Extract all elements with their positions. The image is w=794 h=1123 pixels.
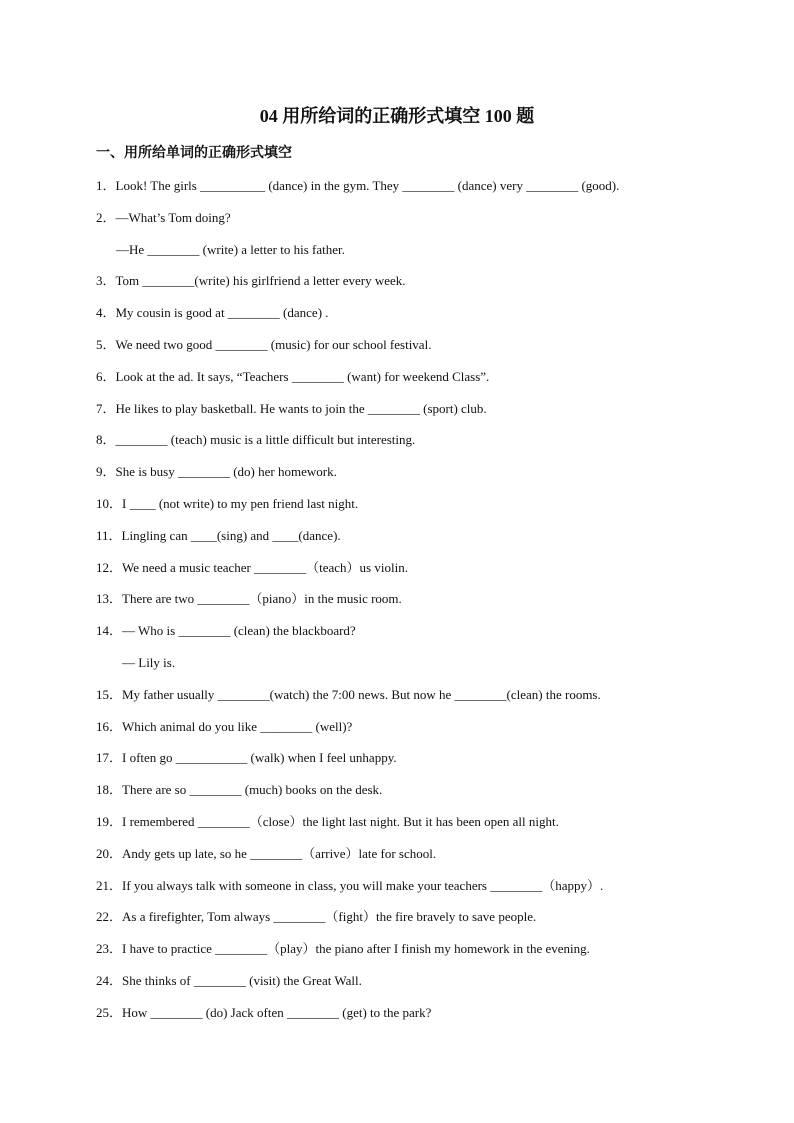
question-17: 17．I often go ___________ (walk) when I feel unhappy. [96, 750, 397, 766]
question-15: 15．My father usually ________(watch) the 7:00 news. But now he ________(clean) the rooms. [96, 686, 601, 702]
question-4: 4．My cousin is good at ________ (dance) . [96, 305, 329, 321]
question-1: 1．Look! The girls __________ (dance) in the gym. They ________ (dance) very ________ (good). [96, 178, 620, 193]
question-20: 20．Andy gets up late, so he ________（arrive）late for school. [96, 845, 437, 861]
question-14-response: — Lily is. [122, 654, 176, 670]
question-2: 2．—What’s Tom doing? [96, 209, 231, 225]
question-9: 9．She is busy ________ (do) her homework. [96, 464, 337, 480]
question-23: 23．I have to practice ________（play）the piano after I finish my homework in the evening. [96, 941, 590, 957]
question-7: 7．He likes to play basketball. He wants to join the ________ (sport) club. [96, 400, 487, 416]
question-19: 19．I remembered ________（close）the light last night. But it has been open all night. [96, 813, 559, 829]
question-2-response: —He ________ (write) a letter to his father. [116, 241, 345, 257]
document-title: 04 用所给词的正确形式填空 100 题 [259, 106, 535, 126]
question-25: 25．How ________ (do) Jack often ________ (get) to the park? [96, 1004, 432, 1020]
question-16: 16．Which animal do you like ________ (well)? [96, 718, 353, 734]
question-3: 3．Tom ________(write) his girlfriend a letter every week. [96, 273, 406, 289]
question-8: 8．________ (teach) music is a little difficult but interesting. [96, 432, 416, 448]
question-12: 12．We need a music teacher ________（teach）us violin. [96, 559, 408, 575]
section-heading: 一、用所给单词的正确形式填空 [96, 146, 292, 161]
question-24: 24．She thinks of ________ (visit) the Great Wall. [96, 972, 362, 988]
question-6: 6．Look at the ad. It says, “Teachers ________ (want) for weekend Class”. [96, 368, 490, 384]
question-22: 22．As a firefighter, Tom always ________（fight）the fire bravely to save people. [96, 909, 537, 925]
question-10: 10．I ____ (not write) to my pen friend last night. [96, 495, 359, 511]
question-13: 13．There are two ________（piano）in the music room. [96, 591, 402, 607]
question-5: 5．We need two good ________ (music) for our school festival. [96, 336, 432, 352]
question-14: 14．— Who is ________ (clean) the blackboard? [96, 623, 356, 639]
question-list [96, 176, 736, 1035]
question-18: 18．There are so ________ (much) books on the desk. [96, 782, 383, 798]
question-11: 11．Lingling can ____(sing) and ____(dance). [96, 527, 341, 543]
question-21: 21．If you always talk with someone in class, you will make your teachers ________（happy）. [96, 877, 604, 893]
